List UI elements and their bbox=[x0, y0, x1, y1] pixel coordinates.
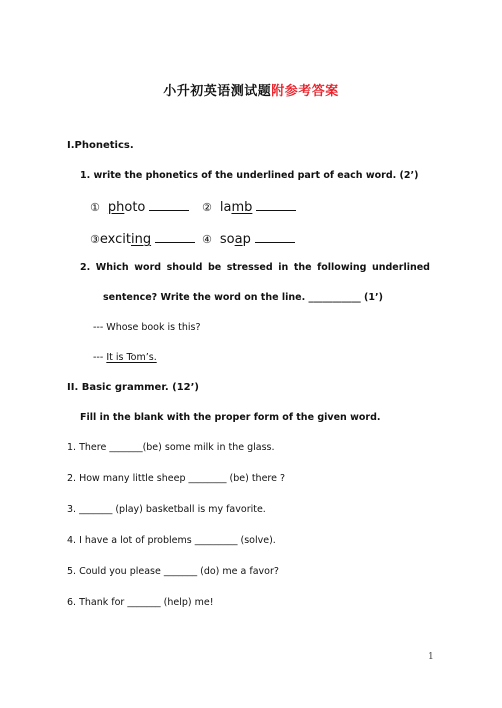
answer-blank[interactable] bbox=[155, 241, 195, 243]
section1-heading: I.Phonetics. bbox=[67, 140, 134, 151]
option-3: ③exciting bbox=[90, 232, 195, 247]
page-number: 1 bbox=[428, 652, 434, 662]
page-title bbox=[0, 80, 502, 99]
question-1-instruction: 1. write the phonetics of the underlined part of each word. (2’) bbox=[80, 170, 419, 181]
option-1: ① photo bbox=[90, 200, 189, 215]
grammar-question-4: 4. I have a lot of problems _________ (solve). bbox=[67, 535, 276, 546]
grammar-question-3: 3. _______ (play) basketball is my favorite. bbox=[67, 504, 266, 515]
option-number: ② bbox=[202, 201, 212, 214]
answer-blank[interactable] bbox=[255, 241, 295, 243]
section2-instruction: Fill in the blank with the proper form of the given word. bbox=[80, 412, 381, 423]
option-number: ③ bbox=[90, 233, 100, 246]
grammar-question-5: 5. Could you please _______ (do) me a favor? bbox=[67, 566, 279, 577]
underlined-sentence: It is Tom’s. bbox=[106, 352, 157, 363]
option-2: ② lamb bbox=[202, 200, 296, 215]
title-answer-note: 附参考答案 bbox=[271, 84, 339, 99]
dialog-line-1: --- Whose book is this? bbox=[93, 322, 201, 333]
question-2-line-2: sentence? Write the word on the line. ___________ (1’) bbox=[103, 292, 383, 303]
answer-blank[interactable] bbox=[256, 209, 296, 211]
question-2-line-1: 2. Which word should be stressed in the following underlined bbox=[80, 262, 430, 273]
grammar-question-2: 2. How many little sheep ________ (be) there ? bbox=[67, 473, 286, 484]
option-number: ① bbox=[90, 201, 100, 214]
dialog-line-2: --- It is Tom’s. bbox=[93, 352, 157, 363]
option-4: ④ soap bbox=[202, 232, 295, 247]
grammar-question-1: 1. There _______(be) some milk in the glass. bbox=[67, 442, 275, 453]
option-number: ④ bbox=[202, 233, 212, 246]
section2-heading: II. Basic grammer. (12’) bbox=[67, 382, 199, 393]
answer-blank[interactable] bbox=[149, 209, 189, 211]
grammar-question-6: 6. Thank for _______ (help) me! bbox=[67, 597, 214, 608]
title-main: 小升初英语测试题 bbox=[163, 84, 272, 99]
